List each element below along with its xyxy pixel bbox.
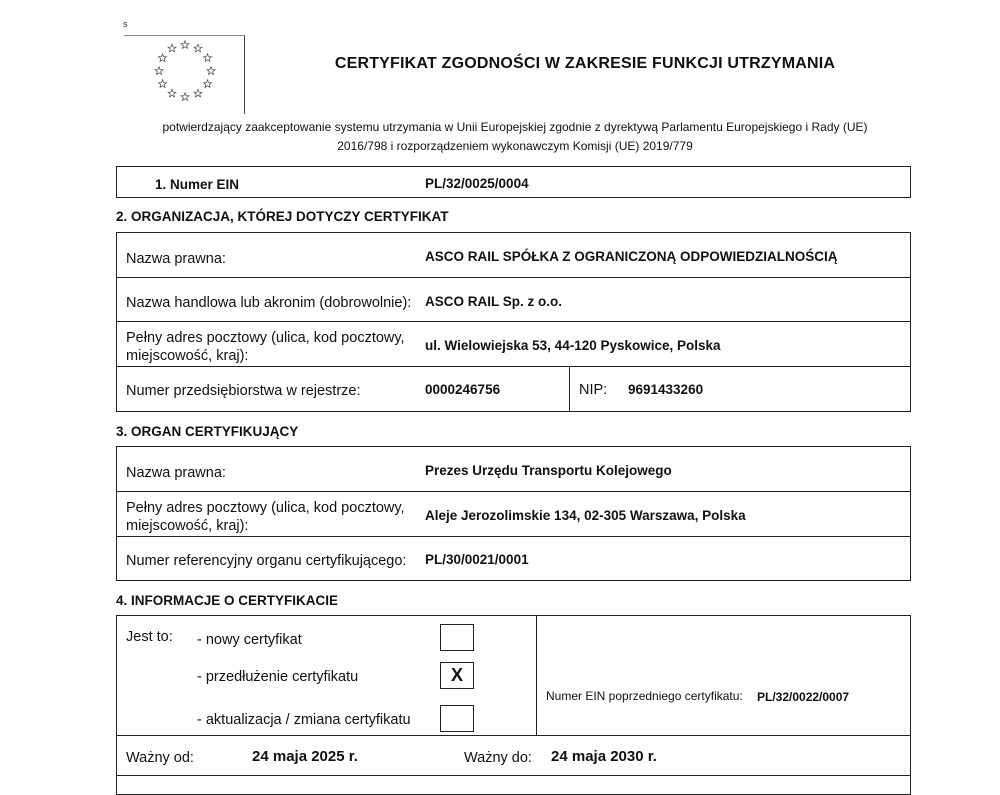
org-nip-label: NIP:	[579, 382, 608, 398]
ein-box	[116, 166, 911, 198]
previous-ein: PL/32/0022/0007	[757, 690, 850, 704]
subtitle-line-1: potwierdzający zaakceptowanie systemu utrzymania w Unii Europejskiej zgodnie z dyrektywą Parlamentu Europejskiego i Rady (UE)	[162, 120, 868, 134]
valid-from: 24 maja 2025 r.	[252, 748, 358, 765]
certificate-subtitle	[120, 118, 910, 156]
eu-star-icon	[158, 80, 166, 88]
eu-star-icon	[194, 89, 202, 97]
eu-star-icon	[181, 93, 189, 101]
section-2-heading: 2. ORGANIZACJA, KTÓREJ DOTYCZY CERTYFIKAT	[116, 209, 449, 224]
eu-star-icon	[155, 67, 163, 75]
org-registry-label: Numer przedsiębiorstwa w rejestrze:	[126, 383, 361, 399]
body-address-label-1: Pełny adres pocztowy (ulica, kod pocztowy,	[126, 500, 405, 516]
org-address: ul. Wielowiejska 53, 44-120 Pyskowice, Polska	[425, 338, 721, 353]
eu-star-icon	[204, 54, 212, 62]
certificate-info-table	[116, 615, 911, 795]
org-legal-name: ASCO RAIL SPÓŁKA Z OGRANICZONĄ ODPOWIEDZIALNOŚCIĄ	[425, 249, 838, 264]
body-address: Aleje Jerozolimskie 134, 02-305 Warszawa, Polska	[425, 508, 746, 523]
valid-from-label: Ważny od:	[126, 750, 194, 766]
org-registry-number: 0000246756	[425, 382, 501, 397]
body-legal-name-label: Nazwa prawna:	[126, 465, 226, 481]
option-new-checkbox[interactable]	[440, 624, 474, 651]
valid-to: 24 maja 2030 r.	[551, 748, 657, 765]
org-trade-name-label: Nazwa handlowa lub akronim (dobrowolnie):	[126, 295, 412, 311]
option-extension-label: - przedłużenie certyfikatu	[197, 669, 359, 685]
eu-star-icon	[207, 67, 215, 75]
eu-star-icon	[194, 44, 202, 52]
is-to-label: Jest to:	[126, 629, 173, 645]
option-new-label: - nowy certyfikat	[197, 632, 302, 648]
option-extension-checkbox[interactable]: X	[440, 662, 474, 689]
ein-value: PL/32/0025/0004	[425, 176, 529, 191]
eu-flag-logo	[124, 35, 245, 114]
org-nip: 9691433260	[628, 382, 704, 397]
valid-to-label: Ważny do:	[464, 750, 532, 766]
eu-star-icon	[168, 89, 176, 97]
eu-stars-icon	[124, 36, 244, 114]
subtitle-line-2: 2016/798 i rozporządzeniem wykonawczym Komisji (UE) 2019/779	[337, 139, 693, 153]
eu-star-icon	[204, 80, 212, 88]
certificate-title: CERTYFIKAT ZGODNOŚCI W ZAKRESIE FUNKCJI UTRZYMANIA	[334, 55, 836, 72]
org-address-label-1: Pełny adres pocztowy (ulica, kod pocztowy,	[126, 330, 405, 346]
body-ref-number: PL/30/0021/0001	[425, 552, 529, 567]
section-4-heading: 4. INFORMACJE O CERTYFIKACIE	[116, 593, 339, 608]
org-legal-name-label: Nazwa prawna:	[126, 251, 226, 267]
body-address-label-2: miejscowość, kraj):	[126, 518, 249, 534]
option-update-checkbox[interactable]	[440, 705, 474, 732]
certifying-body-table	[116, 446, 911, 581]
previous-ein-label: Numer EIN poprzedniego certyfikatu:	[546, 689, 743, 703]
body-legal-name: Prezes Urzędu Transportu Kolejowego	[425, 463, 672, 478]
org-trade-name: ASCO RAIL Sp. z o.o.	[425, 294, 563, 309]
eu-star-icon	[158, 54, 166, 62]
option-update-label: - aktualizacja / zmiana certyfikatu	[197, 712, 411, 728]
eu-star-icon	[181, 41, 189, 49]
eu-star-icon	[168, 44, 176, 52]
corner-mark: s	[123, 19, 128, 29]
ein-label: 1. Numer EIN	[155, 177, 240, 192]
organization-table	[116, 232, 911, 412]
section-3-heading: 3. ORGAN CERTYFIKUJĄCY	[116, 424, 299, 439]
org-address-label-2: miejscowość, kraj):	[126, 348, 249, 364]
body-ref-label: Numer referencyjny organu certyfikującego:	[126, 553, 407, 569]
